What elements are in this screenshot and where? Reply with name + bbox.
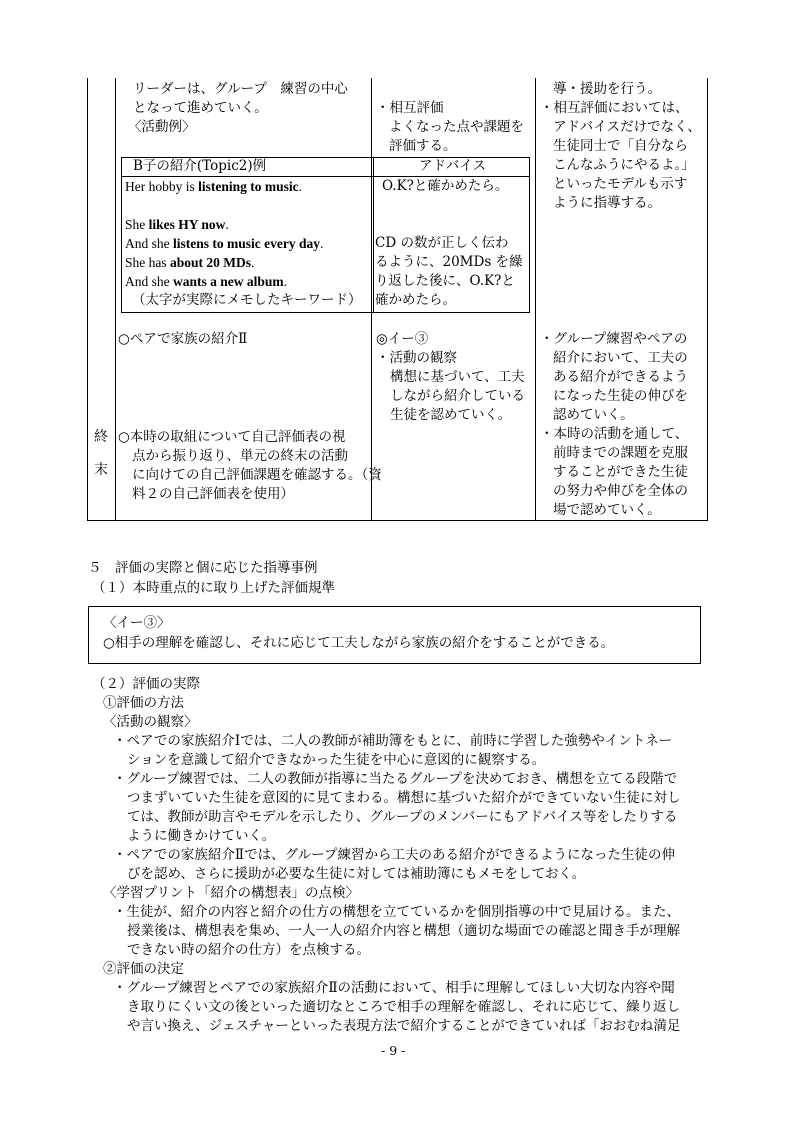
col1-end: 点から振り返り、単元の終末の活動 — [132, 448, 348, 464]
col2-text: しながら紹介している — [390, 388, 525, 404]
col1-activity: ○ペアで家族の紹介Ⅱ — [118, 331, 248, 347]
table-border-stage — [115, 78, 116, 520]
section-heading: ５ 評価の実際と個に応じた指導事例 — [88, 560, 318, 576]
col1-line: となって進めていく。 — [133, 100, 268, 116]
col2-text: ・相互評価 — [376, 100, 444, 116]
col3-text: ・本時の活動を通して、 — [540, 426, 689, 442]
col1-end: ○本時の取組について自己評価表の視 — [118, 429, 346, 445]
print-check-item: 授業後は、構想表を集め、一人一人の紹介内容と構想（適切な場面での確認と聞き手が理解 — [127, 923, 680, 939]
col2-text: よくなった点や課題を — [389, 119, 524, 135]
advice-text: O.K?と確かめたら。 — [382, 178, 509, 194]
advice-text: CD の数が正しく伝わ — [375, 235, 509, 251]
example-note: （太字が実際にメモしたキーワード） — [132, 292, 362, 308]
print-check-heading: 〈学習プリント「紹介の構想表」の点検〉 — [103, 885, 359, 901]
observation-item: ・ペアでの家族紹介Ⅱでは、グループ練習から工夫のある紹介ができるようになった生徒の伸 — [113, 847, 675, 863]
table-border-col3 — [535, 78, 536, 520]
example-sentence: She has about 20 MDs. — [125, 255, 255, 270]
subsection-heading: （１）本時重点的に取り上げた評価規準 — [92, 580, 335, 596]
col3-text: になった生徒の伸びを — [553, 388, 688, 404]
criteria-text: ○相手の理解を確認し、それに応じて工夫しながら家族の紹介をすることができる。 — [103, 635, 615, 651]
example-sentence: She likes HY now. — [125, 217, 229, 232]
col1-end: に向けての自己評価課題を確認する。（資 — [132, 467, 382, 483]
col2-text: ◎イー③ — [376, 331, 429, 347]
decision-heading: ②評価の決定 — [103, 961, 184, 977]
observation-item: ・ペアでの家族紹介Ⅰでは、二人の教師が補助簿をもとに、前時に学習した強勢やイントネー — [113, 733, 673, 749]
col2-text: 生徒を認めていく。 — [390, 407, 512, 423]
col3-text: 場で認めていく。 — [553, 502, 661, 518]
inner-head-right: アドバイス — [419, 158, 487, 174]
page-number: - 9 - — [381, 1043, 406, 1058]
inner-head-left: B子の紹介(Topic2)例 — [133, 158, 267, 174]
col3-text: 紹介において、工夫の — [553, 350, 688, 366]
col3-text: ある紹介ができるよう — [553, 369, 688, 385]
col3-text: ・グループ練習やペアの — [540, 331, 688, 347]
col2-text: 評価する。 — [389, 138, 457, 154]
inner-table-divider — [373, 157, 374, 312]
observation-item: ションを意識して紹介できなかった生徒を中心に意図的に観察する。 — [127, 752, 546, 768]
observation-item: びを認め、さらに援助が必要な生徒に対しては補助簿にもメモをしておく。 — [127, 866, 586, 882]
col1-end: 料２の自己評価表を使用） — [132, 486, 294, 502]
observation-item: つまずいていた生徒を意図的に見てまわる。構想に基づいた紹介ができていない生徒に対し — [127, 790, 681, 806]
col3-text: といったモデルも示す — [553, 176, 688, 192]
col3-text: ように指導する。 — [553, 195, 661, 211]
advice-text: り返した後に、O.K?と — [375, 273, 515, 289]
stage-label: 終 — [94, 429, 108, 445]
col3-text: することができた生徒 — [553, 464, 688, 480]
col3-text: アドバイスだけでなく、 — [553, 119, 701, 135]
advice-text: るように、20MDs を繰 — [375, 254, 523, 270]
col3-text: 導・援助を行う。 — [553, 81, 661, 97]
table-border-right — [707, 78, 708, 520]
col3-text: 認めていく。 — [553, 407, 634, 423]
col3-text: 生徒同士で「自分なら — [553, 138, 688, 154]
observation-item: ては、教師が助言やモデルを示したり、グループのメンバーにもアドバイス等をしたりする — [127, 809, 678, 825]
table-border-left — [87, 78, 88, 520]
advice-text: 確かめたら。 — [375, 292, 456, 308]
example-sentence: And she listens to music every day. — [125, 236, 324, 251]
decision-item: き取りにくい文の後といった適切なところで相手の理解を確認し、それに応じて、繰り返し — [127, 999, 681, 1015]
col3-text: ・相互評価においては、 — [540, 100, 689, 116]
example-sentence: And she wants a new album. — [125, 274, 288, 289]
example-sentence: Her hobby is listening to music. — [125, 179, 303, 194]
decision-item: ・グループ練習とペアでの家族紹介Ⅱの活動において、相手に理解してほしい大切な内容や聞 — [113, 980, 675, 996]
subsection-heading: （２）評価の実際 — [92, 676, 200, 692]
method-heading: ①評価の方法 — [103, 695, 184, 711]
col1-line: リーダーは、グループ 練習の中心 — [133, 81, 348, 97]
col3-text: 前時までの課題を克服 — [553, 445, 688, 461]
decision-item: や言い換え、ジェスチャーといった表現方法で紹介することができていれば「おおむね満足 — [127, 1018, 681, 1034]
col2-text: ・活動の観察 — [376, 350, 457, 366]
stage-label: 末 — [94, 462, 108, 478]
col3-text: こんなふうにやるよ。」 — [553, 157, 695, 173]
observation-item: ・グループ練習では、二人の教師が指導に当たるグループを決めておき、構想を立てる段階で — [113, 771, 678, 787]
observation-heading: 〈活動の観察〉 — [103, 714, 198, 730]
col2-text: 構想に基づいて、工夫 — [390, 369, 525, 385]
observation-item: ように働きかけていく。 — [127, 828, 276, 844]
criteria-tag: 〈イー③〉 — [103, 615, 171, 631]
print-check-item: ・生徒が、紹介の内容と紹介の仕方の構想を立てているかを個別指導の中で見届ける。また、 — [113, 904, 680, 920]
col3-text: の努力や伸びを全体の — [553, 483, 688, 499]
print-check-item: できない時の紹介の仕方）を点検する。 — [127, 942, 370, 958]
col1-line: 〈活動例〉 — [128, 119, 196, 135]
